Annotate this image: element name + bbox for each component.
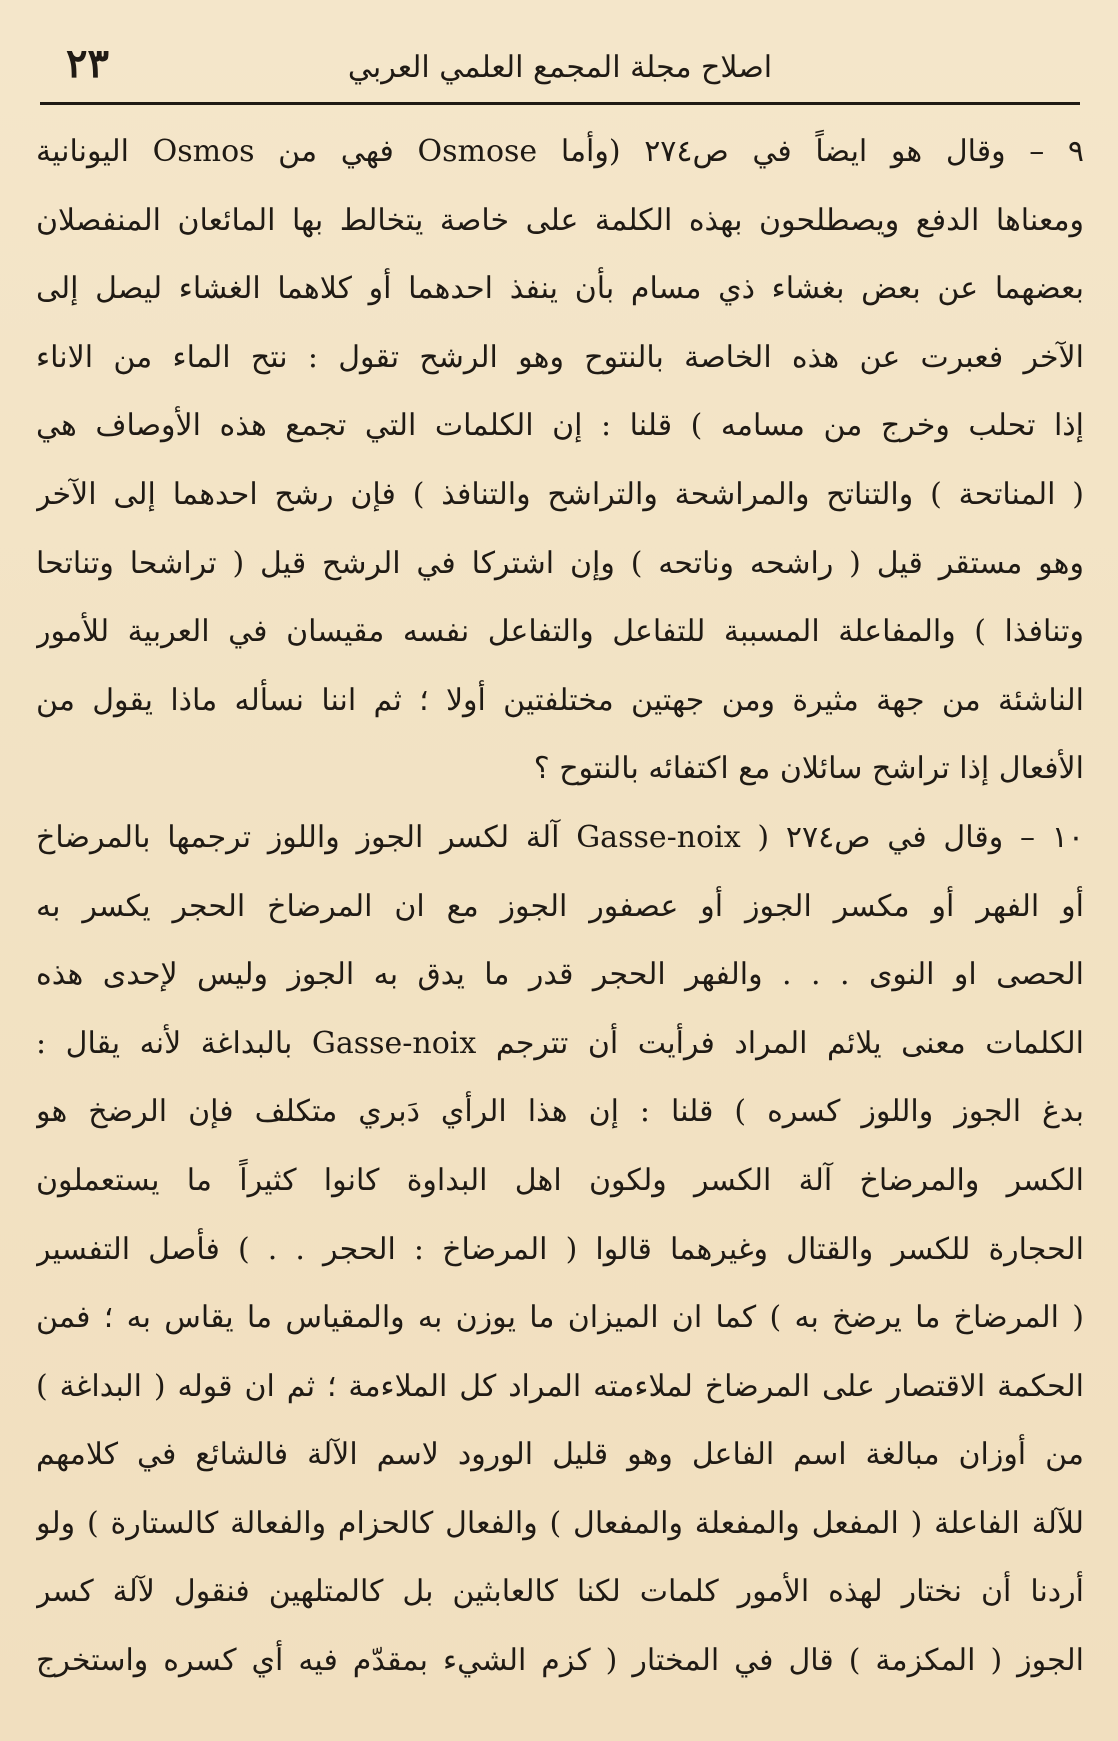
text-line: ( المرضاخ ما يرضخ به ) كما ان الميزان ما يوزن به والمقياس ما يقاس به ؛ فمن <box>36 1300 1084 1336</box>
text-line: الحجارة للكسر والقتال وغيرهما قالوا ( المرضاخ : الحجر . . ) فأصل التفسير <box>36 1231 1084 1267</box>
text-line: ( المناتحة ) والتناتح والمراشحة والتراشح والتنافذ ) فإن رشح احدهما إلى الآخر <box>36 476 1084 512</box>
text-line: إذا تحلب وخرج من مسامه ) قلنا : إن الكلمات التي تجمع هذه الأوصاف هي <box>36 408 1084 444</box>
page-number: ٢٣ <box>66 40 109 87</box>
text-line: من أوزان مبالغة اسم الفاعل وهو قليل الورود لاسم الآلة فالشائع في كلامهم <box>36 1437 1084 1473</box>
running-title: اصلاح مجلة المجمع العلمي العربي <box>347 50 773 85</box>
text-line: للآلة الفاعلة ( المفعل والمفعلة والمفعال ) والفعال كالحزام والفعالة كالستارة ) ولو <box>36 1505 1084 1541</box>
text-line: بدغ الجوز واللوز كسره ) قلنا : إن هذا الرأي دَبري متكلف فإن الرضخ هو <box>36 1094 1084 1130</box>
text-line: الكلمات معنى يلائم المراد فرأيت أن تترجم Gasse-noix بالبداغة لأنه يقال : <box>36 1025 1084 1061</box>
page-header <box>40 38 1080 98</box>
text-line: الناشئة من جهة مثيرة ومن جهتين مختلفتين أولا ؛ ثم اننا نسأله ماذا يقول من <box>36 682 1084 718</box>
text-line: الجوز ( المكزمة ) قال في المختار ( كزم الشيء بمقدّم فيه أي كسره واستخرج <box>36 1643 1084 1679</box>
text-line: الكسر والمرضاخ آلة الكسر ولكون اهل البداوة كانوا كثيراً ما يستعملون <box>36 1162 1084 1198</box>
text-line: الأفعال إذا تراشح سائلان مع اكتفائه بالنتوح ؟ <box>533 751 1084 787</box>
text-line: أو الفهر أو مكسر الجوز أو عصفور الجوز مع ان المرضاخ الحجر يكسر به <box>36 888 1084 924</box>
text-line: الحصى او النوى . . . والفهر الحجر قدر ما يدق به الجوز وليس لإحدى هذه <box>36 957 1084 993</box>
text-line: أردنا أن نختار لهذه الأمور كلمات لكنا كالعابثين بل كالمتلهين فنقول لآلة كسر <box>36 1574 1084 1610</box>
text-line: ١٠ – وقال في ص٢٧٤ ( Gasse-noix آلة لكسر الجوز واللوز ترجمها بالمرضاخ <box>36 819 1084 855</box>
text-line: ومعناها الدفع ويصطلحون بهذه الكلمة على خاصة يتخالط بها المائعان المنفصلان <box>36 202 1084 238</box>
text-line: وهو مستقر قيل ( راشحه وناتحه ) وإن اشتركا في الرشح قيل ( تراشحا وتناتحا <box>36 545 1084 581</box>
text-line: ٩ – وقال هو ايضاً في ص٢٧٤ (وأما Osmose فهي من Osmos اليونانية <box>36 134 1084 169</box>
body-text <box>36 118 1084 1696</box>
text-line: الحكمة الاقتصار على المرضاخ لملاءمته المراد كل الملاءمة ؛ ثم ان قوله ( البداغة ) <box>36 1368 1084 1404</box>
header-rule <box>40 102 1080 105</box>
text-line: بعضهما عن بعض بغشاء ذي مسام بأن ينفذ احدهما أو كلاهما الغشاء ليصل إلى <box>36 271 1084 307</box>
text-line: وتنافذا ) والمفاعلة المسببة للتفاعل والتفاعل نفسه مقيسان في العربية للأمور <box>36 614 1084 650</box>
text-line: الآخر فعبرت عن هذه الخاصة بالنتوح وهو الرشح تقول : نتح الماء من الاناء <box>36 339 1084 375</box>
